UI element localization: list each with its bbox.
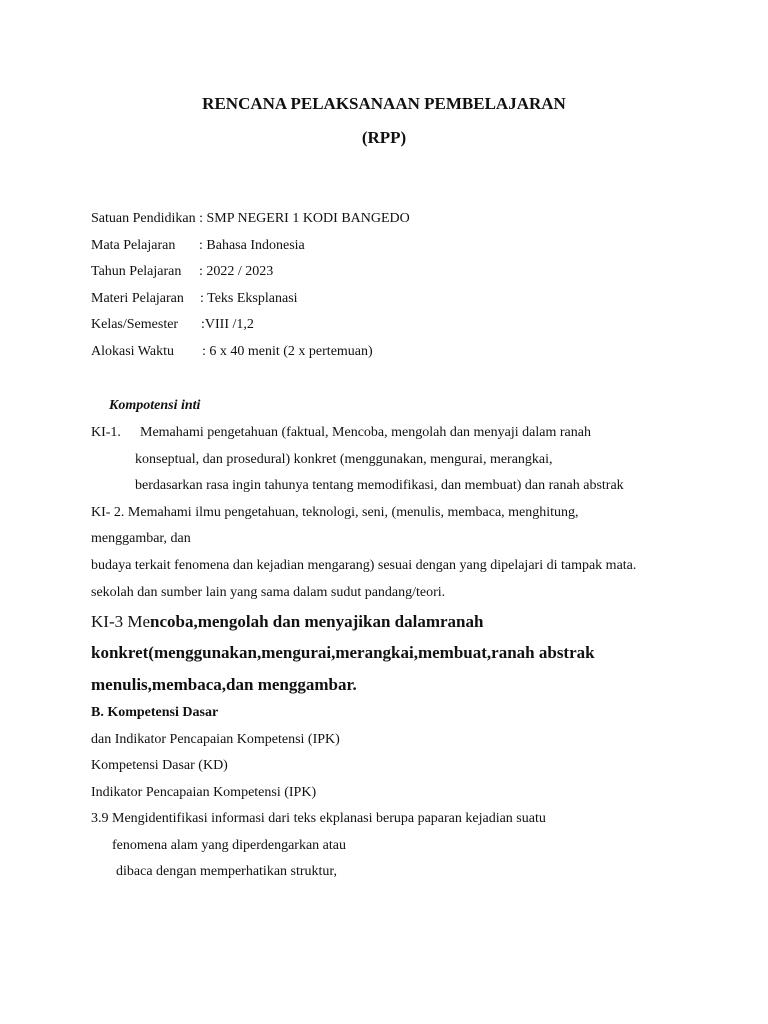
ki1-label: KI-1. [91, 425, 121, 440]
kd-item-line3: dibaca dengan memperhatikan struktur, [116, 864, 338, 879]
ki3-line3: menulis,membaca,dan menggambar. [91, 675, 357, 694]
kd-item-line1: 3.9 Mengidentifikasi informasi dari teks ekplanasi berupa paparan kejadian suatu [91, 811, 546, 826]
kd-heading: B. Kompetensi Dasar [91, 705, 219, 720]
kd-line3: Indikator Pencapaian Kompetensi (IPK) [91, 785, 317, 800]
identity-mapel [91, 237, 305, 255]
satuan-label: Satuan Pendidikan [91, 211, 196, 226]
kd-item-line2: fenomena alam yang diperdengarkan atau [112, 838, 347, 853]
identity-tahun [91, 263, 273, 281]
ki1-line2: konseptual, dan prosedural) konkret (menggunakan, mengurai, merangkai, [135, 452, 553, 467]
ki3-line1-text: ncoba,mengolah dan menyajikan dalamranah [150, 612, 484, 631]
materi-label: Materi Pelajaran [91, 291, 184, 306]
kd-line1: dan Indikator Pencapaian Kompetensi (IPK) [91, 732, 340, 747]
ki3-line1 [91, 611, 483, 633]
mapel-value: : Bahasa Indonesia [199, 238, 305, 253]
kelas-value: :VIII /1,2 [201, 317, 254, 332]
ki3-line2: konkret(menggunakan,mengurai,merangkai,membuat,ranah abstrak [91, 643, 595, 662]
kd-line2: Kompetensi Dasar (KD) [91, 758, 228, 773]
ki1-line1: Memahami pengetahuan (faktual, Mencoba, mengolah dan menyaji dalam ranah [140, 425, 591, 440]
tahun-value: : 2022 / 2023 [199, 264, 274, 279]
ki2-line4: sekolah dan sumber lain yang sama dalam sudut pandang/teori. [91, 585, 446, 600]
mapel-label: Mata Pelajaran [91, 238, 176, 253]
ki2-line1: KI- 2. Memahami ilmu pengetahuan, teknologi, seni, (menulis, membaca, menghitung, [91, 505, 579, 520]
identity-materi [91, 290, 298, 308]
kelas-label: Kelas/Semester [91, 317, 179, 332]
ki1-line3: berdasarkan rasa ingin tahunya tentang memodifikasi, dan membuat) dan ranah abstrak [135, 478, 624, 493]
identity-satuan [91, 210, 410, 228]
document-title: RENCANA PELAKSANAAN PEMBELAJARAN [202, 94, 566, 113]
identity-kelas [91, 316, 254, 334]
tahun-label: Tahun Pelajaran [91, 264, 182, 279]
ki2-line2: menggambar, dan [91, 531, 191, 546]
ki2-line3: budaya terkait fenomena dan kejadian mengarang) sesuai dengan yang dipelajari di tampak mata. [91, 558, 637, 573]
ki-heading: Kompotensi inti [109, 398, 201, 413]
identity-alokasi [91, 343, 373, 361]
satuan-value: : SMP NEGERI 1 KODI BANGEDO [199, 211, 410, 226]
document-subtitle: (RPP) [361, 128, 407, 147]
alokasi-label: Alokasi Waktu [91, 344, 174, 359]
alokasi-value: : 6 x 40 menit (2 x pertemuan) [202, 344, 373, 359]
ki3-prefix: KI-3 Me [91, 612, 151, 631]
materi-value: : Teks Eksplanasi [200, 291, 298, 306]
